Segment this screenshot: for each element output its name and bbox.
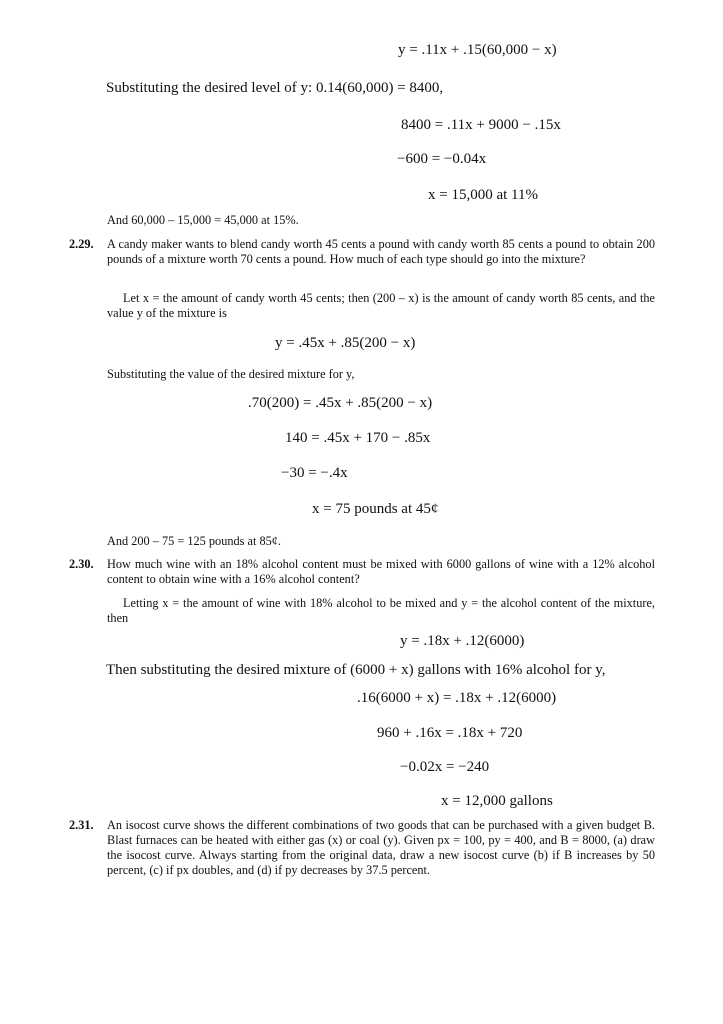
equation: −0.02x = −240 [400,759,490,775]
equation: x = 75 pounds at 45¢ [312,501,439,517]
equation: y = .45x + .85(200 − x) [275,335,416,351]
equation: −30 = −.4x [281,465,348,481]
problem-question: How much wine with an 18% alcohol content must be mixed with 6000 gallons of wine with a 12% alcohol content to obtain wine with a 16% alcohol content? [107,557,655,586]
problem-question: An isocost curve shows the different combinations of two goods that can be purchased with a given budget B. Blast furnaces can be heated with either gas (x) or coal (y). Given px = 100, py = 400, and B = 8000, (a) draw the isocost curve. Always starting from the original data, draw a new isocost curve (b) if B increases by 50 percent, (c) if px doubles, and (d) if py decreases by 37.5 percent. [107,818,655,877]
problem-question: A candy maker wants to blend candy worth 45 cents a pound with candy worth 85 cents a pound to obtain 200 pounds of a mixture worth 70 cents a pound. How much of each type should go into the mixture? [107,237,655,266]
problem-number: 2.30. [69,557,94,571]
conclusion-text: And 200 – 75 = 125 pounds at 85¢. [107,534,281,548]
solution-intro: Let x = the amount of candy worth 45 cents; then (200 – x) is the amount of candy worth 85 cents, and the value y of the mixture is [107,291,655,320]
equation: 8400 = .11x + 9000 − .15x [401,117,561,133]
equation: y = .18x + .12(6000) [400,633,525,649]
solution-text: Substituting the value of the desired mixture for y, [107,367,355,381]
equation: x = 12,000 gallons [441,793,553,809]
problem-number: 2.29. [69,237,94,251]
equation: .70(200) = .45x + .85(200 − x) [248,395,433,411]
conclusion-text: And 60,000 – 15,000 = 45,000 at 15%. [107,213,299,227]
equation: x = 15,000 at 11% [428,187,538,203]
equation: −600 = −0.04x [397,151,487,167]
solution-intro: Letting x = the amount of wine with 18% alcohol to be mixed and y = the alcohol content of the mixture, then [107,596,655,625]
equation: 140 = .45x + 170 − .85x [285,430,431,446]
equation: 960 + .16x = .18x + 720 [377,725,523,741]
solution-text: Substituting the desired level of y: 0.14(60,000) = 8400, [106,80,444,96]
equation: .16(6000 + x) = .18x + .12(6000) [357,690,557,706]
problem-number: 2.31. [69,818,94,832]
solution-text: Then substituting the desired mixture of (6000 + x) gallons with 16% alcohol for y, [106,662,606,678]
equation: y = .11x + .15(60,000 − x) [398,42,557,58]
